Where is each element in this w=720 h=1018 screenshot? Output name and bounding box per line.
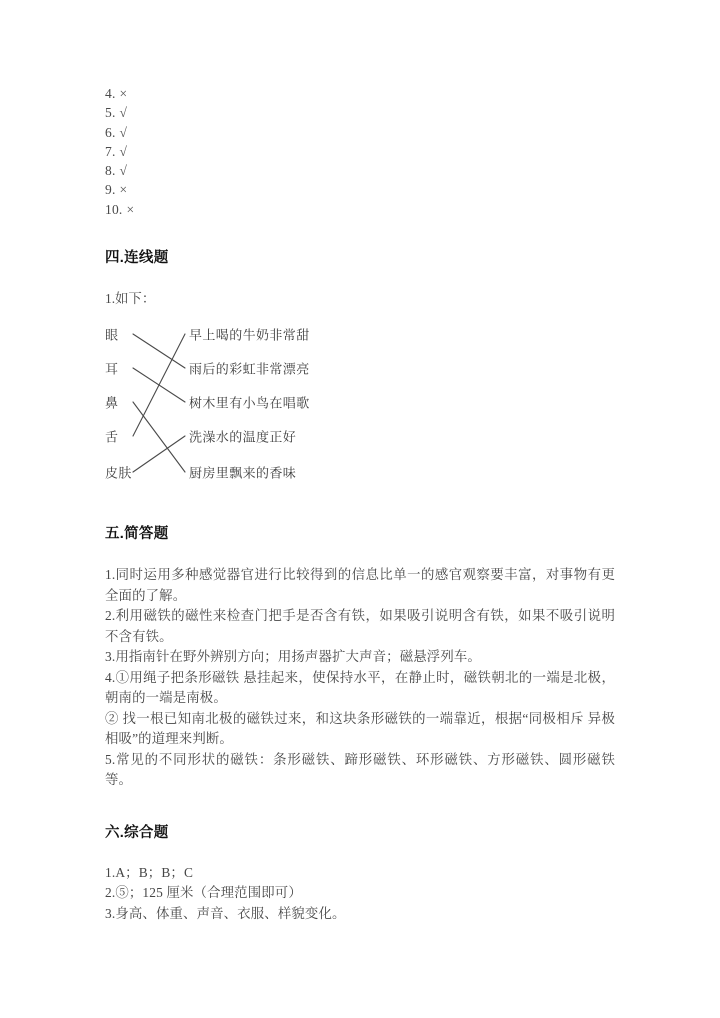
- answer-number: 10.: [105, 201, 123, 217]
- list-item: [105, 161, 615, 180]
- list-item: [105, 142, 615, 161]
- answer-paragraph: 1.A；B；B；C: [105, 864, 194, 880]
- match-left-item: 耳: [105, 361, 119, 377]
- answer-mark: ×: [126, 201, 135, 217]
- match-left-item: 舌: [105, 429, 119, 445]
- match-left-item: 眼: [105, 327, 119, 343]
- answer-paragraph: 3.身高、体重、声音、衣服、样貌变化。: [105, 905, 346, 921]
- match-right-item: 厨房里飘来的香味: [189, 465, 297, 481]
- judge-answer-list: [105, 84, 615, 219]
- list-item: [105, 123, 615, 142]
- answer-number: 7.: [105, 143, 116, 159]
- answer-paragraph-two: ② 找一根已知南北极的磁铁过来，和这块条形磁铁的一端靠近，根据“同极相斥 异极相吸”的道理来判断。: [105, 710, 615, 747]
- list-item: [105, 103, 615, 122]
- section-heading-six: 六.综合题: [105, 824, 169, 841]
- match-right-item: 洗澡水的温度正好: [189, 429, 297, 445]
- answer-paragraph-five: 5.常见的不同形状的磁铁：条形磁铁、蹄形磁铁、环形磁铁、方形磁铁、圆形磁铁等。: [105, 751, 615, 788]
- match-left-item: 鼻: [105, 395, 119, 411]
- match-left-item: 皮肤: [105, 465, 132, 481]
- section-five-body: [105, 565, 615, 791]
- match-right-item: 雨后的彩虹非常漂亮: [189, 361, 310, 377]
- match-right-item: 树木里有小鸟在唱歌: [189, 395, 310, 411]
- section-heading-five: 五.简答题: [105, 526, 169, 543]
- answer-mark: √: [119, 163, 128, 179]
- section-heading-four: 四.连线题: [105, 250, 169, 267]
- answer-mark: ×: [119, 182, 128, 198]
- answer-mark: √: [119, 124, 128, 140]
- section-four-lead: 1.如下：: [105, 291, 156, 307]
- section-six-body: [105, 863, 615, 925]
- list-item: [105, 84, 615, 103]
- answer-number: 4.: [105, 86, 116, 101]
- answer-mark: √: [119, 105, 128, 121]
- answer-number: 8.: [105, 163, 116, 179]
- answer-number: 6.: [105, 124, 116, 140]
- answer-mark: ×: [119, 86, 128, 101]
- matching-diagram: [105, 324, 405, 492]
- answer-paragraph: 2.⑤；125 厘米（合理范围即可）: [105, 885, 302, 901]
- answer-paragraph: 2.利用磁铁的磁性来检查门把手是否含有铁，如果吸引说明含有铁，如果不吸引说明不含有铁。: [105, 608, 615, 644]
- list-item: [105, 200, 615, 219]
- answer-number: 5.: [105, 105, 116, 121]
- match-right-item: 早上喝的牛奶非常甜: [189, 327, 310, 343]
- matching-right-column: [105, 324, 405, 492]
- answer-paragraph: 3.用指南针在野外辨别方向；用扬声器扩大声音；磁悬浮列车。: [105, 649, 481, 665]
- answer-paragraph: 1.同时运用多种感觉器官进行比较得到的信息比单一的感官观察要丰富，对事物有更全面的了解。: [105, 567, 615, 603]
- answer-paragraph: 4.①用绳子把条形磁铁 悬挂起来，使保持水平，在静止时，磁铁朝北的一端是北极，朝南的一端是南极。: [105, 669, 615, 706]
- answer-number: 9.: [105, 182, 116, 198]
- document-content: [105, 84, 615, 924]
- list-item: [105, 180, 615, 199]
- answer-mark: √: [119, 143, 128, 159]
